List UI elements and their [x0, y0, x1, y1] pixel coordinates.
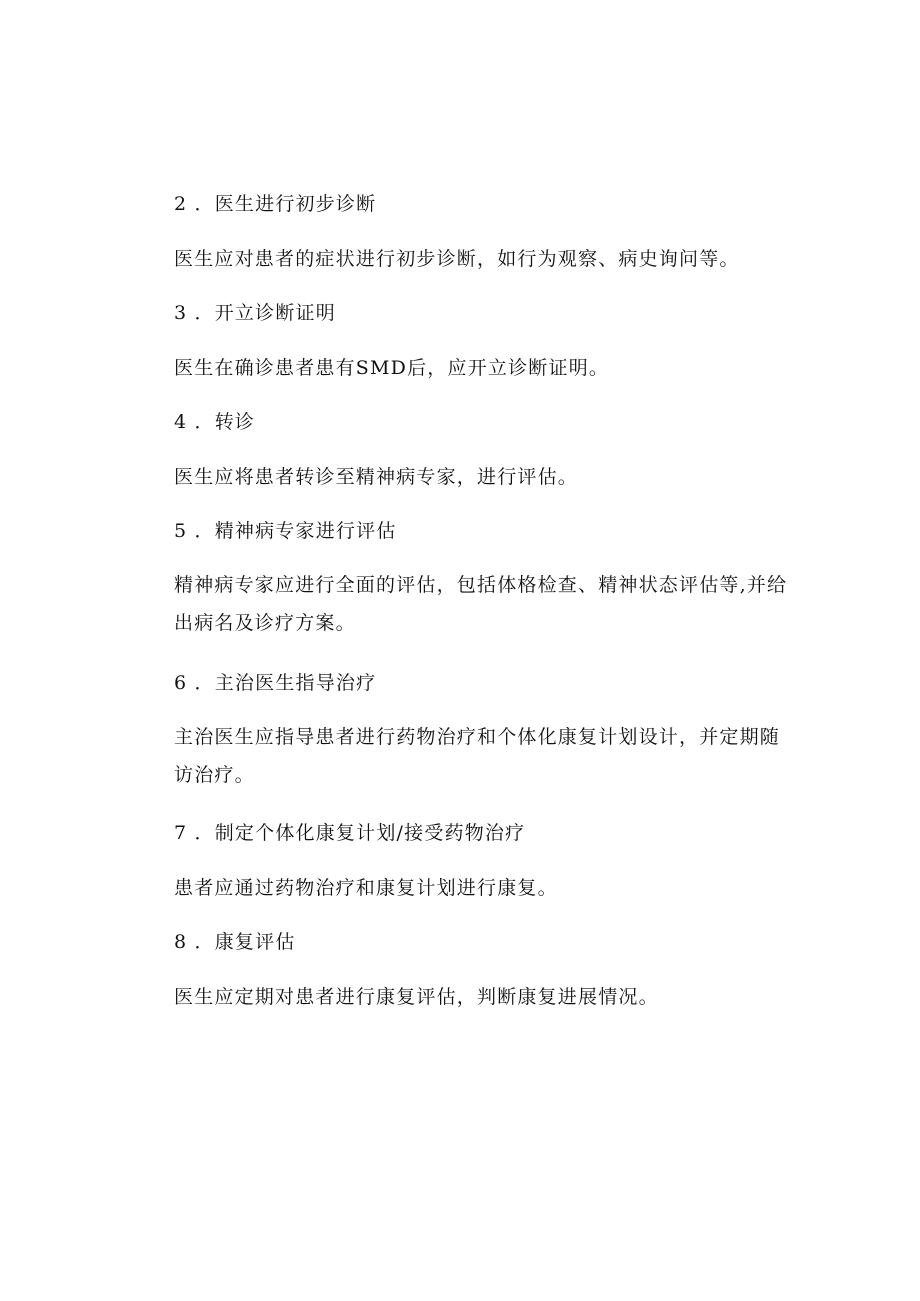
- section-body-2: 医生应对患者的症状进行初步诊断，如行为观察、病史询问等。: [174, 248, 740, 270]
- section-heading-2: 2 ．医生进行初步诊断: [174, 193, 377, 215]
- section-heading-3: 3 ．开立诊断证明: [174, 302, 336, 324]
- section-body-7: 患者应通过药物治疗和康复计划进行康复。: [174, 877, 558, 899]
- section-heading-8: 8 ．康复评估: [174, 931, 296, 953]
- section-heading-6: 6 ．主治医生指导治疗: [174, 672, 377, 694]
- section-body-8: 医生应定期对患者进行康复评估，判断康复进展情况。: [174, 986, 659, 1008]
- section-heading-4: 4 ．转诊: [174, 411, 256, 433]
- section-body-4: 医生应将患者转诊至精神病专家，进行评估。: [174, 466, 579, 488]
- section-heading-7: 7 ．制定个体化康复计划/接受药物治疗: [174, 822, 526, 844]
- section-body-5: 精神病专家应进行全面的评估，包括体格检查、精神状态评估等,并给出病名及诊疗方案。: [174, 574, 788, 634]
- section-body-3: 医生在确诊患者患有SMD后，应开立诊断证明。: [174, 357, 610, 379]
- section-body-6: 主治医生应指导患者进行药物治疗和个体化康复计划设计，并定期随访治疗。: [174, 726, 781, 786]
- section-heading-5: 5 ．精神病专家进行评估: [174, 520, 397, 542]
